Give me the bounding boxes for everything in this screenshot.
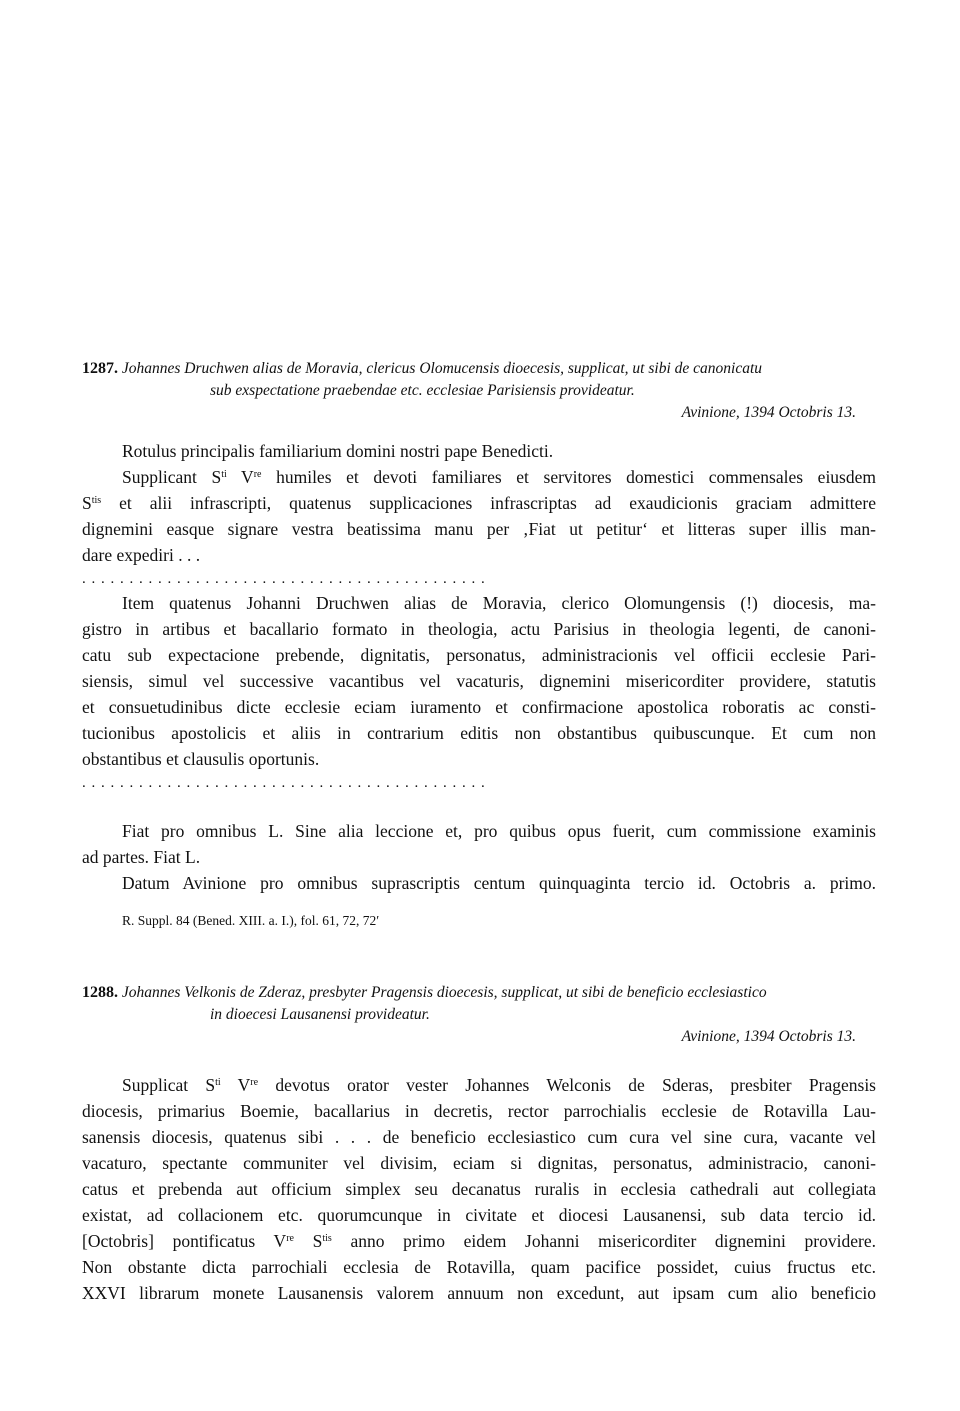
text-line: existat, ad collacionem etc. quorumcunque in civitate et diocesi Lausanensi, sub data tercio id.: [82, 1205, 876, 1225]
datum-line: Datum Avinione pro omnibus suprascriptis centum quinquaginta tercio id. Octobris a. primo.: [122, 873, 876, 893]
text-line: Non obstante dicta parrochiali ecclesia de Rotavilla, quam pacifice possidet, cuius fructus etc.: [82, 1257, 876, 1277]
regest-heading-cont: in dioecesi Lausanensi provideatur.: [210, 1006, 430, 1023]
text-line: Item quatenus Johanni Druchwen alias de Moravia, clerico Olomungensis (!) diocesis, ma-: [122, 593, 876, 613]
supplication-item: [82, 590, 876, 772]
text-line: sanensis diocesis, quatenus sibi . . . de beneficio ecclesiastico cum cura vel sine cura, vacante vel: [82, 1127, 876, 1147]
text-line: [Octobris] pontificatus Vre $S^{tis}$ anno primo eidem Johanni misericorditer dignemini providere.: [82, 1231, 876, 1251]
text-line: et consuetudinibus dicte ecclesie eciam iuramento et confirmacione apostolica roboratis ac consti-: [82, 697, 876, 717]
rotulus-title: Rotulus principalis familiarium domini nostri pape Benedicti.: [122, 441, 554, 461]
regest-text: Johannes Druchwen alias de Moravia, clericus Olomucensis dioecesis, supplicat, ut sibi de canonicatu: [121, 360, 763, 377]
document-page: [82, 358, 876, 1306]
ellipsis-dots: . . . . . . . . . . . . . . . . . . . . . . . . . . . . . . . . . . . . . . . . . . .: [82, 775, 486, 791]
regest-heading-cont: sub exspectatione praebendae etc. ecclesiae Parisiensis provideatur.: [210, 382, 635, 399]
text-line: obstantibus et clausulis oportunis.: [82, 749, 320, 769]
regest-text: Johannes Velkonis de Zderaz, presbyter Pragensis dioecesis, supplicat, ut sibi de beneficio ecclesiastico: [121, 984, 767, 1001]
text-line: XXVI librarum monete Lausanensis valorem annuum non excedunt, aut ipsam cum alio beneficio: [82, 1283, 876, 1303]
place-date: Avinione, 1394 Octobris 13.: [681, 1028, 856, 1045]
text-line: $S^{tis}$ et alii infrascripti, quatenus supplicaciones infrascriptas ad exaudicionis graciam admittere: [82, 493, 876, 513]
text-line: ad partes. Fiat L.: [82, 847, 201, 867]
text-line: gistro in artibus et bacallario formato in theologia, actu Parisius in theologia legenti, de canoni-: [82, 619, 876, 639]
text-line: catus et prebenda aut officium simplex seu decanatus ruralis in ecclesia cathedrali aut collegiata: [82, 1179, 876, 1199]
entry-1287: [82, 358, 876, 932]
text-line: Fiat pro omnibus L. Sine alia leccione et, pro quibus opus fuerit, cum commissione examinis: [122, 821, 876, 841]
entry-1288: [82, 982, 876, 1306]
entry-number: 1287.: [82, 360, 118, 377]
ellipsis-dots: . . . . . . . . . . . . . . . . . . . . . . . . . . . . . . . . . . . . . . . . . . .: [82, 571, 486, 587]
place-date: Avinione, 1394 Octobris 13.: [681, 404, 856, 421]
text-line: diocesis, primarius Boemie, bacallarius in decretis, rector parrochialis ecclesie de Rotavilla Lau-: [82, 1101, 876, 1121]
text-line: Supplicant $S^{ti}$ Vre humiles et devoti familiares et servitores domestici commensales eiusdem: [122, 467, 876, 487]
supplication-intro: [82, 464, 876, 568]
text-line: dignemini easque signare vestra beatissima manu per ‚Fiat ut petitur‘ et litteras super illis man-: [82, 519, 876, 539]
source-reference: R. Suppl. 84 (Bened. XIII. a. I.), fol. 61, 72, 72′: [122, 913, 380, 928]
text-line: siensis, simul vel successive vacantibus vel vacaturis, dignemini misericorditer providere, statutis: [82, 671, 876, 691]
text-line: catu sub expectacione prebende, dignitatis, personatus, administracionis vel officii ecclesie Pari-: [82, 645, 876, 665]
text-line: dare expediri . . .: [82, 545, 201, 565]
fiat-paragraph: [82, 818, 876, 870]
supplication-text: [82, 1072, 876, 1306]
regest-heading-1288: [82, 982, 876, 1004]
entry-number: 1288.: [82, 984, 118, 1001]
text-line: tucionibus apostolicis et aliis in contrarium editis non obstantibus quibuscunque. Et cum non: [82, 723, 876, 743]
text-line: vacaturo, spectante communiter vel divisim, eciam si dignitas, personatus, administracio, canoni-: [82, 1153, 876, 1173]
text-line: Supplicat $S^{ti}$ Vre devotus orator vester Johannes Welconis de Sderas, presbiter Pragensis: [122, 1075, 876, 1095]
regest-heading-1287: [82, 358, 876, 380]
